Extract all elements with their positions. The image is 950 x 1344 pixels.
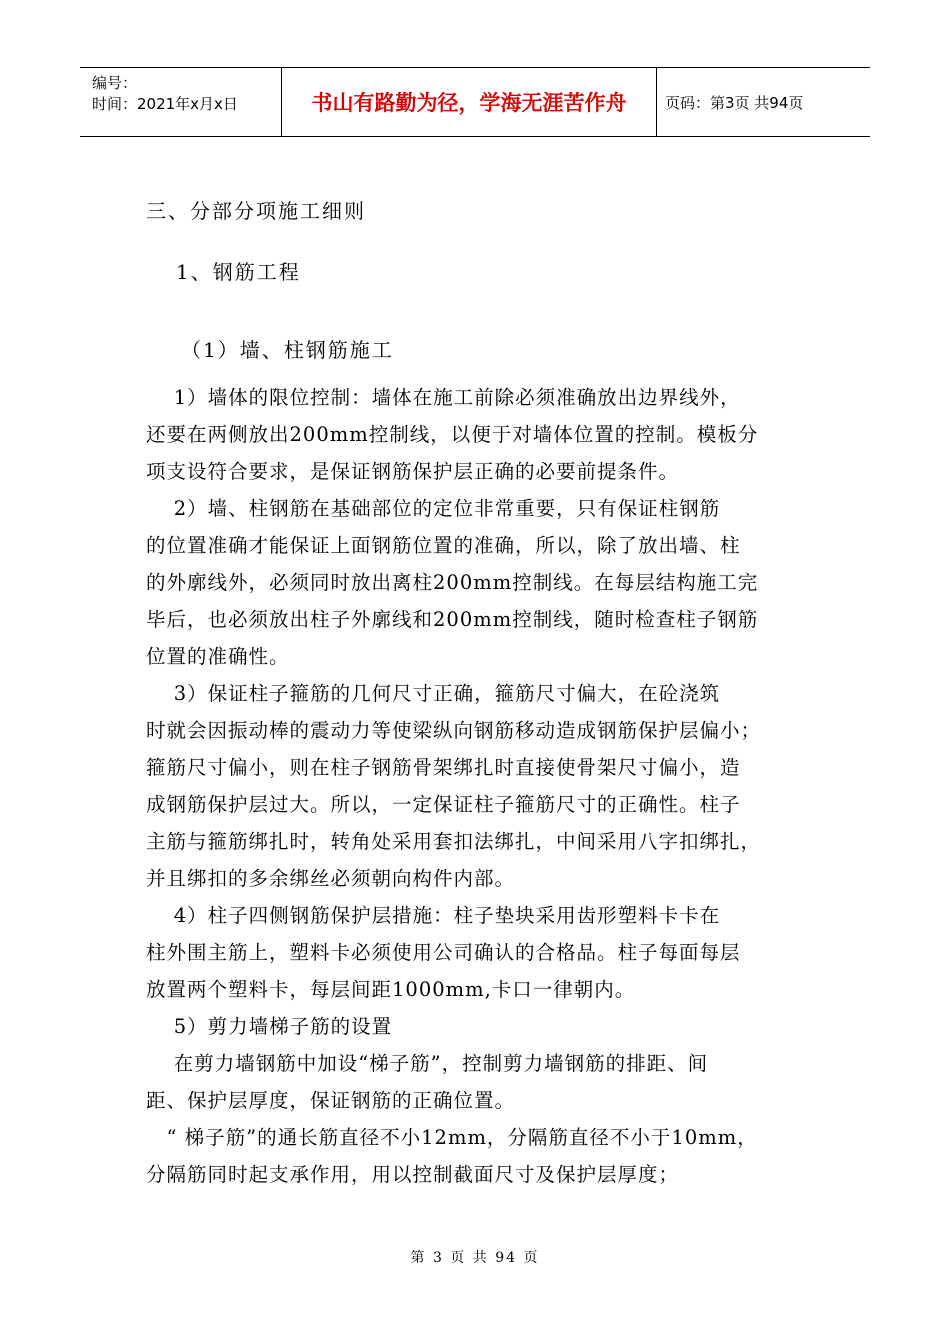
body-line: 5）剪力墙梯子筋的设置: [146, 1015, 393, 1038]
body-line: 主筋与箍筋绑扎时，转角处采用套扣法绑扎，中间采用八字扣绑扎，: [146, 830, 762, 853]
body-line: 4）柱子四侧钢筋保护层措施：柱子垫块采用齿形塑料卡卡在: [146, 904, 721, 927]
body-line: “ 梯子筋”的通长筋直径不小12mm，分隔筋直径不小于10mm，: [146, 1126, 758, 1149]
body-line: 的位置准确才能保证上面钢筋位置的准确，所以，除了放出墙、柱: [146, 534, 741, 557]
header-motto: 书山有路勤为径，学海无涯苦作舟: [282, 68, 657, 136]
body-line: 的外廓线外，必须同时放出离柱200mm控制线。在每层结构施工完: [146, 571, 759, 594]
body-line: 2）墙、柱钢筋在基础部位的定位非常重要，只有保证柱钢筋: [146, 497, 721, 520]
body-line: 放置两个塑料卡，每层间距1000mm,卡口一律朝内。: [146, 978, 636, 1001]
body-line: 箍筋尺寸偏小，则在柱子钢筋骨架绑扎时直接使骨架尺寸偏小，造: [146, 756, 741, 779]
body-line: 3）保证柱子箍筋的几何尺寸正确，箍筋尺寸偏大，在砼浇筑: [146, 682, 721, 705]
time-label: 时间：2021年x月x日: [92, 95, 238, 113]
body-line: 成钢筋保护层过大。所以，一定保证柱子箍筋尺寸的正确性。柱子: [146, 793, 741, 816]
number-label: 编号：: [92, 74, 138, 92]
body-line: 分隔筋同时起支承作用，用以控制截面尺寸及保护层厚度；: [146, 1163, 680, 1186]
page-header: [80, 67, 870, 137]
body-line: 项支设符合要求，是保证钢筋保护层正确的必要前提条件。: [146, 460, 680, 483]
body-line: 时就会因振动棒的震动力等使梁纵向钢筋移动造成钢筋保护层偏小；: [146, 719, 762, 742]
body-line: 柱外围主筋上，塑料卡必须使用公司确认的合格品。柱子每面每层: [146, 941, 741, 964]
body-line: 毕后，也必须放出柱子外廓线和200mm控制线，随时检查柱子钢筋: [146, 608, 759, 631]
item-heading: （1）墙、柱钢筋施工: [181, 338, 394, 362]
body-line: 并且绑扣的多余绑丝必须朝向构件内部。: [146, 867, 516, 890]
body-line: 在剪力墙钢筋中加设“梯子筋”，控制剪力墙钢筋的排距、间: [146, 1052, 709, 1075]
body-line: 还要在两侧放出200mm控制线，以便于对墙体位置的控制。模板分: [146, 423, 759, 446]
subsection-heading: 1、钢筋工程: [176, 260, 301, 284]
body-text: [146, 379, 810, 1193]
page-footer: 第 3 页 共 94 页: [410, 1250, 540, 1266]
section-heading: 三、分部分项施工细则: [146, 199, 366, 223]
header-info-cell: [80, 68, 282, 136]
body-line: 1）墙体的限位控制：墙体在施工前除必须准确放出边界线外，: [146, 386, 741, 409]
header-page-code: 页码：第3页 共94页: [665, 93, 804, 112]
body-line: 位置的准确性。: [146, 645, 290, 668]
body-line: 距、保护层厚度，保证钢筋的正确位置。: [146, 1089, 516, 1112]
